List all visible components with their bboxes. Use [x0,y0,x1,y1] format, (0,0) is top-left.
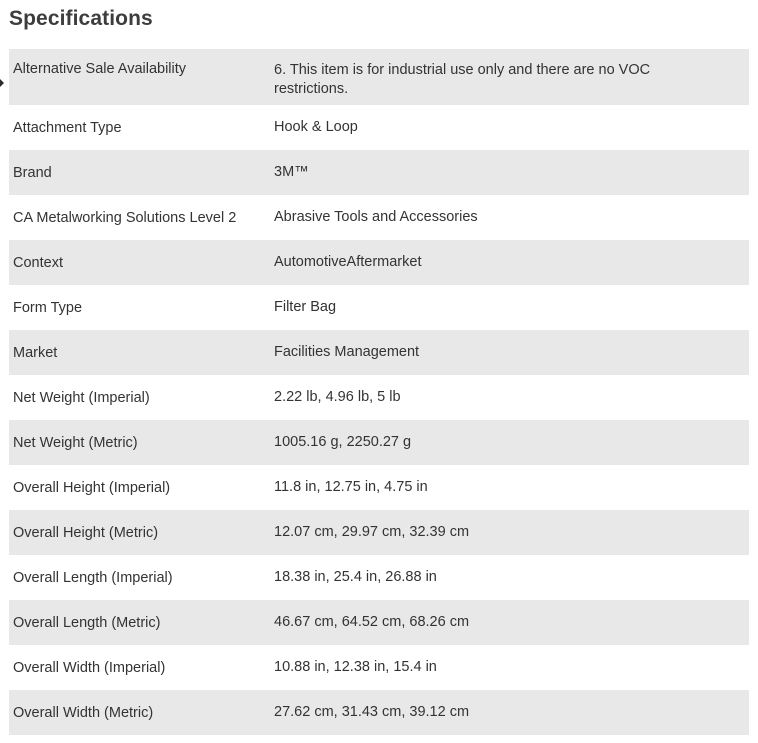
spec-value: Facilities Management [274,344,420,360]
spec-row [9,49,749,105]
spec-row [9,105,749,150]
spec-label: Net Weight (Metric) [13,434,138,451]
spec-label: CA Metalworking Solutions Level 2 [13,209,237,226]
spec-label: Attachment Type [13,119,122,136]
spec-row [9,240,749,285]
spec-label: Net Weight (Imperial) [13,389,150,406]
spec-row [9,150,749,195]
specifications-table [9,49,749,735]
spec-value: Filter Bag [274,299,337,315]
spec-value: Abrasive Tools and Accessories [274,209,478,225]
spec-label: Overall Length (Imperial) [13,569,173,586]
spec-label: Market [13,344,58,361]
spec-label: Overall Height (Imperial) [13,479,171,496]
spec-label: Overall Height (Metric) [13,524,159,541]
spec-value: 6. This item is for industrial use only and there are no VOC restrictions. [274,62,651,97]
row-pointer-icon [0,79,4,87]
spec-row [9,375,749,420]
spec-row [9,420,749,465]
spec-value: 46.67 cm, 64.52 cm, 68.26 cm [274,614,470,630]
spec-value: 1005.16 g, 2250.27 g [274,434,412,450]
spec-label: Overall Width (Imperial) [13,659,166,676]
spec-value: 12.07 cm, 29.97 cm, 32.39 cm [274,524,470,540]
spec-value: 10.88 in, 12.38 in, 15.4 in [274,659,437,675]
spec-value: 27.62 cm, 31.43 cm, 39.12 cm [274,704,470,720]
spec-row [9,510,749,555]
spec-row [9,690,749,735]
spec-row [9,330,749,375]
spec-row [9,285,749,330]
spec-label: Brand [13,164,52,181]
spec-value: 11.8 in, 12.75 in, 4.75 in [274,479,428,495]
spec-label: Form Type [13,299,83,316]
spec-value: 18.38 in, 25.4 in, 26.88 in [274,569,437,585]
spec-row [9,465,749,510]
spec-value: AutomotiveAftermarket [274,254,422,270]
spec-label: Overall Length (Metric) [13,614,161,631]
spec-row [9,645,749,690]
spec-row [9,195,749,240]
section-title: Specifications [9,7,153,30]
spec-value: 3M™ [274,164,309,180]
spec-label: Context [13,254,63,271]
spec-value: 2.22 lb, 4.96 lb, 5 lb [274,389,401,405]
spec-label: Overall Width (Metric) [13,704,154,721]
spec-row [9,555,749,600]
spec-row [9,600,749,645]
spec-value: Hook & Loop [274,119,358,135]
spec-label: Alternative Sale Availability [13,61,187,77]
